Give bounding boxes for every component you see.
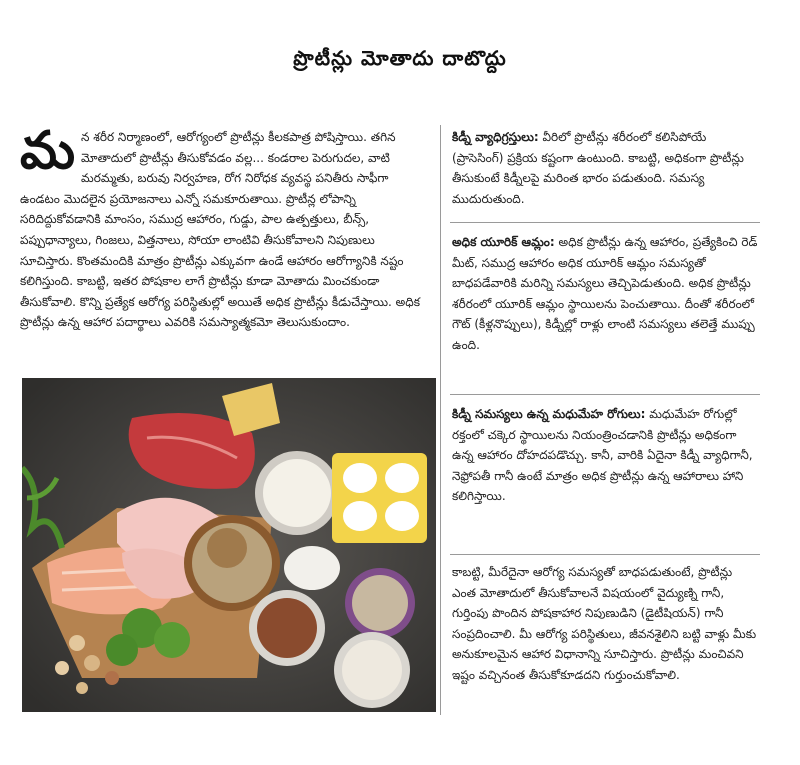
section-kidney-patients	[452, 127, 758, 209]
section-body: వీరిలో ప్రొటీన్లు శరీరంలో కలిసిపోయే (ప్రాసెసింగ్) ప్రక్రియ కష్టంగా ఉంటుంది. కాబట్టి, అధికంగా ప్రొటీన్లు తీసుకుంటే కిడ్నీలపై మరింత భారం పడుతుంది. సమస్య ముదురుతుంది.	[452, 130, 744, 206]
section-divider	[450, 394, 760, 395]
section-divider	[450, 554, 760, 555]
lead-article-body: న శరీర నిర్మాణంలో, ఆరోగ్యంలో ప్రొటీన్లు కీలకపాత్ర పోషిస్తాయి. తగిన మోతాదులో ప్రొటీన్లు తీసుకోవడం వల్ల... కండరాల పెరుగుదల, వాటి మరమ్మతు, బరువు నిర్వహణ, రోగ నిరోధక వ్యవస్థ పనితీరు సాఫీగా ఉండటం మొదలైన ప్రయోజనాలు ఎన్నో సమకూరుతాయి. ప్రొటీన్ల లోపాన్ని సరిదిద్దుకోవడానికి మాంసం, సముద్ర ఆహారం, గుడ్డు, పాల ఉత్పత్తులు, బీన్స్, పప్పుధాన్యాలు, గింజలు, విత్తనాలు, సోయా లాంటివి తీసుకోవాలని నిపుణులు సూచిస్తారు. కొంతమందికి మాత్రం ప్రొటీన్లు ఎక్కువగా ఉండే ఆహారం ఆరోగ్యానికి నష్టం కలిగిస్తుంది. కాబట్టి, ఇతర పోషకాల లాగే ప్రొటీన్లు కూడా మోతాదు మించకుండా తీసుకోవాలి. కొన్ని ప్రత్యేక ఆరోగ్య పరిస్థితుల్లో అయితే అధిక ప్రొటీన్లు కీడుచేస్తాయి. అధిక ప్రొటీన్లు ఉన్న ఆహార పదార్థాలు ఎవరికి సమస్యాత్మకమో తెలుసుకుందాం.	[20, 130, 421, 330]
column-divider	[440, 125, 441, 715]
section-uric-acid	[452, 232, 758, 356]
section-label: అధిక యూరిక్ ఆమ్లం:	[452, 235, 555, 249]
section-body: అధిక ప్రొటీన్లు ఉన్న ఆహారం, ప్రత్యేకించి రెడ్ మీట్, సముద్ర ఆహారం అధిక యూరిక్ ఆమ్లం సమస్యతో బాధపడేవారికి మరిన్ని సమస్యలు తెచ్చిపెడుతుంది. అధిక ప్రొటీన్లు శరీరంలో యూరిక్ ఆమ్లం స్థాయిలను పెంచుతాయి. దీంతో శరీరంలో గౌట్ (కీళ్లనొప్పులు), కిడ్నీల్లో రాళ్లు లాంటి సమస్యలు తలెత్తే ముప్పు ఉంది.	[452, 235, 758, 352]
dropcap: మ	[20, 121, 76, 181]
section-body: మధుమేహ రోగుల్లో రక్తంలో చక్కెర స్థాయిలను నియంత్రించడానికి ప్రొటీన్లు అధికంగా ఉన్న ఆహారం దోహదపడొచ్చు. కానీ, వారికి ఏదైనా కిడ్నీ వ్యాధిగానీ, నెఫ్రోపతీ గానీ ఉంటే మాత్రం అధిక ప్రొటీన్లు ఉన్న ఆహారాలు హాని కలిగిస్తాయి.	[452, 407, 753, 504]
section-label: కిడ్నీ సమస్యలు ఉన్న మధుమేహ రోగులు:	[452, 407, 646, 421]
section-label: కిడ్నీ వ్యాధిగ్రస్తులు:	[452, 130, 539, 144]
section-divider	[450, 222, 760, 223]
section-body: కాబట్టి, మీరేదైనా ఆరోగ్య సమస్యతో బాధపడుతుంటే, ప్రొటీన్లు ఎంత మోతాదులో తీసుకోవాలనే విషయంలో వైద్యుణ్ని గానీ, గుర్తింపు పొందిన పోషకాహార నిపుణుడిని (డైటీషియన్) గానీ సంప్రదించాలి. మీ ఆరోగ్య పరిస్థితులు, జీవనశైలిని బట్టి వాళ్లు మీకు అనుకూలమైన ఆహార విధానాన్ని సూచిస్తారు. ప్రొటీన్లు మంచివని ఇష్టం వచ్చినంత తీసుకోకూడదని గుర్తుంచుకోవాలి.	[452, 565, 757, 682]
protein-foods-photo	[22, 378, 436, 712]
headline: ప్రొటీన్లు మోతాదు దాటొద్దు	[293, 46, 507, 70]
section-diabetic-patients	[452, 404, 758, 507]
protein-foods-illustration	[22, 378, 436, 712]
lead-article	[20, 121, 430, 333]
section-conclusion	[452, 562, 758, 686]
